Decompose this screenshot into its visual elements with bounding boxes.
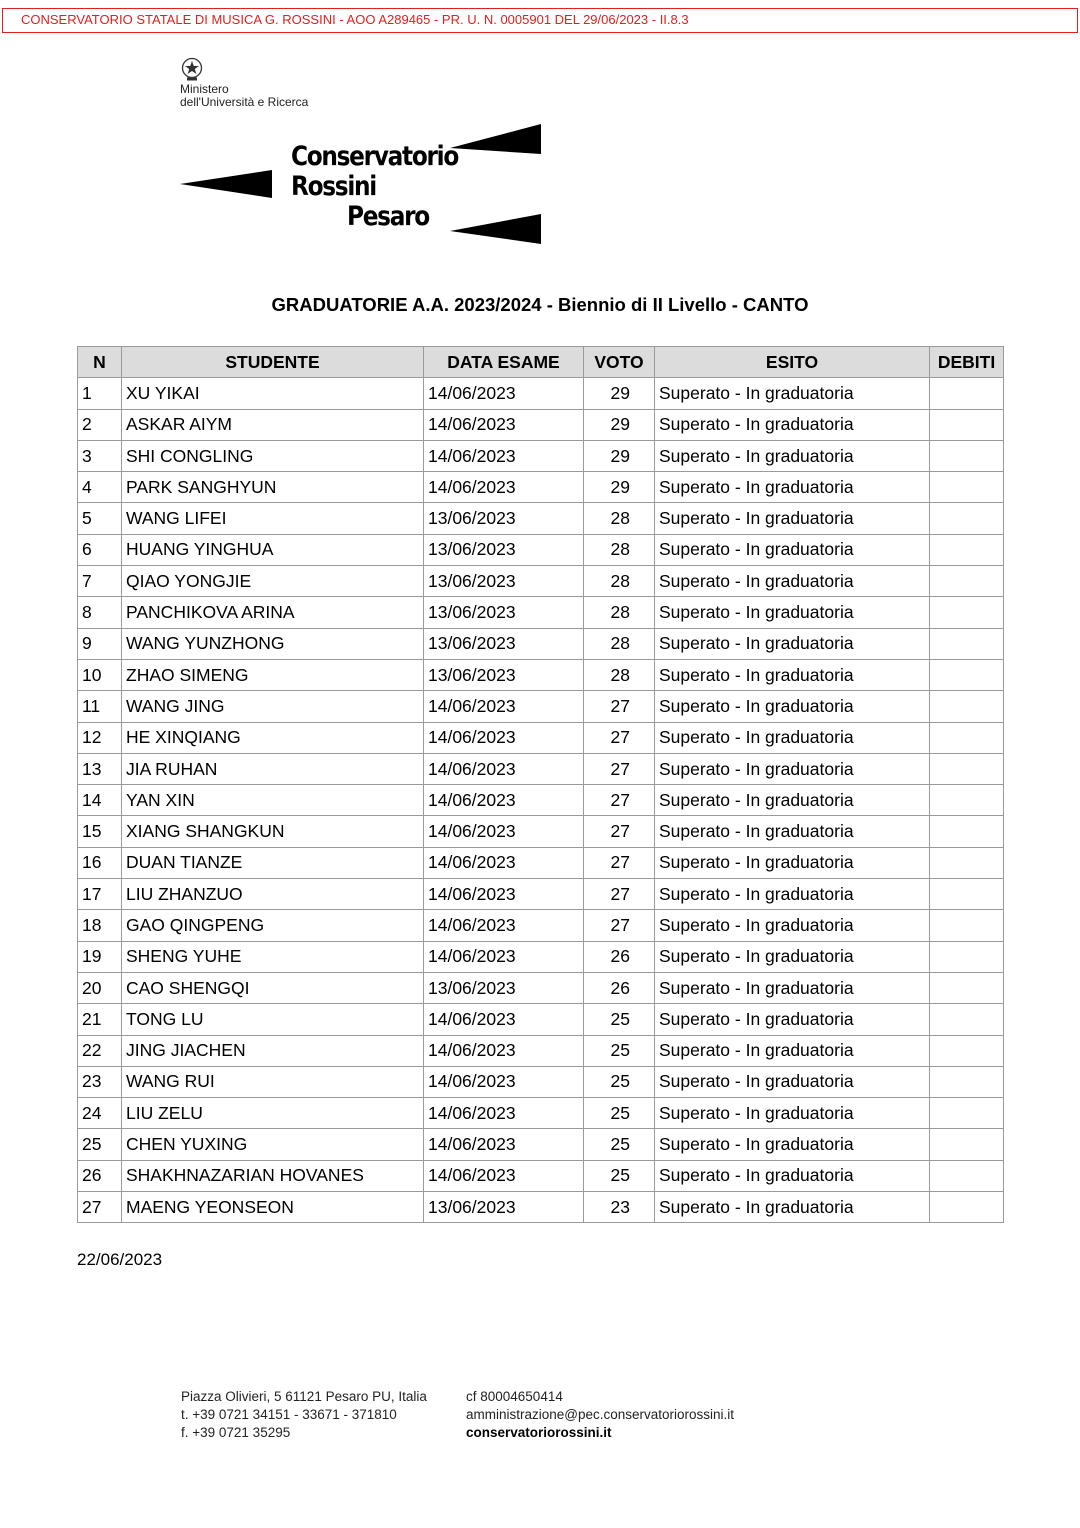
cell-debiti <box>930 503 1004 534</box>
cell-n: 15 <box>78 816 122 847</box>
cell-data-esame: 13/06/2023 <box>424 566 584 597</box>
cell-data-esame: 14/06/2023 <box>424 691 584 722</box>
cell-debiti <box>930 409 1004 440</box>
cell-debiti <box>930 691 1004 722</box>
table-row <box>78 1004 1004 1035</box>
cell-debiti <box>930 722 1004 753</box>
cell-data-esame: 13/06/2023 <box>424 972 584 1003</box>
table-row <box>78 659 1004 690</box>
cell-debiti <box>930 910 1004 941</box>
column-header-data-esame: DATA ESAME <box>424 347 584 378</box>
cell-esito: Superato - In graduatoria <box>655 753 930 784</box>
cell-n: 9 <box>78 628 122 659</box>
table-header-row <box>78 347 1004 378</box>
table-row <box>78 1129 1004 1160</box>
cell-debiti <box>930 1035 1004 1066</box>
cell-n: 11 <box>78 691 122 722</box>
cell-voto: 25 <box>584 1160 655 1191</box>
cell-voto: 27 <box>584 691 655 722</box>
footer-fiscal <box>466 1388 734 1442</box>
cell-data-esame: 14/06/2023 <box>424 378 584 409</box>
table-row <box>78 816 1004 847</box>
cell-voto: 27 <box>584 879 655 910</box>
cell-studente: SHI CONGLING <box>122 440 424 471</box>
cell-studente: HE XINQIANG <box>122 722 424 753</box>
table-row <box>78 409 1004 440</box>
cell-voto: 25 <box>584 1066 655 1097</box>
cell-voto: 28 <box>584 534 655 565</box>
cell-data-esame: 14/06/2023 <box>424 1098 584 1129</box>
cell-esito: Superato - In graduatoria <box>655 409 930 440</box>
cell-esito: Superato - In graduatoria <box>655 722 930 753</box>
cell-debiti <box>930 972 1004 1003</box>
table-row <box>78 910 1004 941</box>
cell-voto: 28 <box>584 628 655 659</box>
cell-voto: 29 <box>584 409 655 440</box>
cell-debiti <box>930 1129 1004 1160</box>
cell-data-esame: 13/06/2023 <box>424 1192 584 1223</box>
cell-esito: Superato - In graduatoria <box>655 1004 930 1035</box>
cell-voto: 27 <box>584 816 655 847</box>
cell-debiti <box>930 597 1004 628</box>
table-row <box>78 691 1004 722</box>
cell-esito: Superato - In graduatoria <box>655 1129 930 1160</box>
table-row <box>78 534 1004 565</box>
table-row <box>78 628 1004 659</box>
footer-address: Piazza Olivieri, 5 61121 Pesaro PU, Italia <box>181 1389 427 1404</box>
column-header-voto: VOTO <box>584 347 655 378</box>
cell-data-esame: 13/06/2023 <box>424 659 584 690</box>
table-row <box>78 753 1004 784</box>
cell-voto: 29 <box>584 472 655 503</box>
cell-data-esame: 13/06/2023 <box>424 597 584 628</box>
cell-esito: Superato - In graduatoria <box>655 1098 930 1129</box>
cell-n: 13 <box>78 753 122 784</box>
cell-n: 12 <box>78 722 122 753</box>
table-row <box>78 503 1004 534</box>
cell-studente: CAO SHENGQI <box>122 972 424 1003</box>
table-row <box>78 1192 1004 1223</box>
table-row <box>78 1035 1004 1066</box>
cell-data-esame: 14/06/2023 <box>424 409 584 440</box>
cell-voto: 29 <box>584 440 655 471</box>
cell-studente: LIU ZHANZUO <box>122 879 424 910</box>
cell-debiti <box>930 472 1004 503</box>
cell-studente: QIAO YONGJIE <box>122 566 424 597</box>
column-header-studente: STUDENTE <box>122 347 424 378</box>
table-row <box>78 1160 1004 1191</box>
cell-n: 20 <box>78 972 122 1003</box>
cell-debiti <box>930 941 1004 972</box>
table-row <box>78 378 1004 409</box>
cell-voto: 23 <box>584 1192 655 1223</box>
cell-esito: Superato - In graduatoria <box>655 1066 930 1097</box>
cell-n: 3 <box>78 440 122 471</box>
cell-esito: Superato - In graduatoria <box>655 472 930 503</box>
cell-esito: Superato - In graduatoria <box>655 1160 930 1191</box>
footer-contacts <box>181 1388 427 1442</box>
column-header-esito: ESITO <box>655 347 930 378</box>
cell-debiti <box>930 566 1004 597</box>
cell-voto: 25 <box>584 1035 655 1066</box>
cell-data-esame: 14/06/2023 <box>424 1160 584 1191</box>
cell-n: 26 <box>78 1160 122 1191</box>
cell-data-esame: 14/06/2023 <box>424 1129 584 1160</box>
table-row <box>78 566 1004 597</box>
cell-studente: GAO QINGPENG <box>122 910 424 941</box>
table-row <box>78 1066 1004 1097</box>
cell-voto: 27 <box>584 785 655 816</box>
cell-debiti <box>930 1098 1004 1129</box>
table-body <box>78 378 1004 1223</box>
cell-n: 25 <box>78 1129 122 1160</box>
cell-studente: MAENG YEONSEON <box>122 1192 424 1223</box>
cell-debiti <box>930 1066 1004 1097</box>
table-row <box>78 847 1004 878</box>
document-title: GRADUATORIE A.A. 2023/2024 - Biennio di II Livello - CANTO <box>271 294 809 315</box>
logo-line-pesaro: Pesaro <box>347 201 429 232</box>
cell-voto: 27 <box>584 847 655 878</box>
cell-n: 6 <box>78 534 122 565</box>
logo-line-conservatorio: Conservatorio <box>291 141 459 172</box>
cell-debiti <box>930 378 1004 409</box>
cell-voto: 27 <box>584 753 655 784</box>
cell-studente: WANG YUNZHONG <box>122 628 424 659</box>
cell-voto: 27 <box>584 910 655 941</box>
ministry-name-line2: dell'Università e Ricerca <box>180 95 309 109</box>
cell-studente: TONG LU <box>122 1004 424 1035</box>
cell-voto: 28 <box>584 503 655 534</box>
cell-data-esame: 14/06/2023 <box>424 816 584 847</box>
cell-voto: 28 <box>584 566 655 597</box>
column-header-debiti: DEBITI <box>930 347 1004 378</box>
cell-esito: Superato - In graduatoria <box>655 1035 930 1066</box>
cell-debiti <box>930 659 1004 690</box>
cell-data-esame: 14/06/2023 <box>424 879 584 910</box>
cell-data-esame: 14/06/2023 <box>424 847 584 878</box>
cell-voto: 28 <box>584 659 655 690</box>
cell-data-esame: 14/06/2023 <box>424 722 584 753</box>
cell-studente: CHEN YUXING <box>122 1129 424 1160</box>
cell-n: 14 <box>78 785 122 816</box>
cell-studente: JIA RUHAN <box>122 753 424 784</box>
footer-pec-email[interactable]: amministrazione@pec.conservatoriorossini.it <box>466 1407 735 1422</box>
cell-n: 21 <box>78 1004 122 1035</box>
footer-website-link[interactable]: conservatoriorossini.it <box>466 1425 612 1440</box>
cell-n: 10 <box>78 659 122 690</box>
cell-studente: LIU ZELU <box>122 1098 424 1129</box>
cell-esito: Superato - In graduatoria <box>655 628 930 659</box>
cell-studente: PARK SANGHYUN <box>122 472 424 503</box>
cell-data-esame: 14/06/2023 <box>424 1066 584 1097</box>
cell-voto: 25 <box>584 1129 655 1160</box>
cell-esito: Superato - In graduatoria <box>655 503 930 534</box>
cell-data-esame: 14/06/2023 <box>424 440 584 471</box>
column-header-n: N <box>78 347 122 378</box>
cell-esito: Superato - In graduatoria <box>655 1192 930 1223</box>
table-row <box>78 440 1004 471</box>
cell-debiti <box>930 753 1004 784</box>
cell-esito: Superato - In graduatoria <box>655 691 930 722</box>
conservatorio-logo <box>180 122 550 248</box>
cell-data-esame: 13/06/2023 <box>424 628 584 659</box>
table-row <box>78 1098 1004 1129</box>
cell-debiti <box>930 628 1004 659</box>
cell-debiti <box>930 440 1004 471</box>
cell-data-esame: 14/06/2023 <box>424 472 584 503</box>
cell-studente: HUANG YINGHUA <box>122 534 424 565</box>
cell-n: 7 <box>78 566 122 597</box>
cell-studente: DUAN TIANZE <box>122 847 424 878</box>
table-row <box>78 472 1004 503</box>
cell-n: 16 <box>78 847 122 878</box>
cell-n: 4 <box>78 472 122 503</box>
cell-esito: Superato - In graduatoria <box>655 879 930 910</box>
cell-debiti <box>930 1004 1004 1035</box>
logo-line-rossini: Rossini <box>291 171 376 202</box>
cell-data-esame: 14/06/2023 <box>424 1004 584 1035</box>
cell-data-esame: 13/06/2023 <box>424 534 584 565</box>
cell-voto: 29 <box>584 378 655 409</box>
document-date: 22/06/2023 <box>77 1250 163 1269</box>
cell-debiti <box>930 847 1004 878</box>
graduatoria-table <box>77 346 1004 1223</box>
cell-esito: Superato - In graduatoria <box>655 972 930 1003</box>
italian-republic-emblem-icon <box>180 56 204 82</box>
table-row <box>78 722 1004 753</box>
cell-esito: Superato - In graduatoria <box>655 659 930 690</box>
cell-studente: PANCHIKOVA ARINA <box>122 597 424 628</box>
cell-esito: Superato - In graduatoria <box>655 597 930 628</box>
cell-esito: Superato - In graduatoria <box>655 534 930 565</box>
cell-n: 8 <box>78 597 122 628</box>
table-row <box>78 972 1004 1003</box>
cell-esito: Superato - In graduatoria <box>655 816 930 847</box>
cell-n: 27 <box>78 1192 122 1223</box>
cell-n: 1 <box>78 378 122 409</box>
cell-studente: JING JIACHEN <box>122 1035 424 1066</box>
cell-n: 22 <box>78 1035 122 1066</box>
cell-data-esame: 14/06/2023 <box>424 753 584 784</box>
cell-esito: Superato - In graduatoria <box>655 910 930 941</box>
ministry-name-line1: Ministero <box>180 82 229 96</box>
cell-n: 2 <box>78 409 122 440</box>
cell-voto: 27 <box>584 722 655 753</box>
cell-n: 17 <box>78 879 122 910</box>
cell-esito: Superato - In graduatoria <box>655 378 930 409</box>
cell-studente: ZHAO SIMENG <box>122 659 424 690</box>
table-row <box>78 879 1004 910</box>
cell-n: 5 <box>78 503 122 534</box>
cell-data-esame: 14/06/2023 <box>424 910 584 941</box>
cell-voto: 26 <box>584 972 655 1003</box>
cell-studente: WANG LIFEI <box>122 503 424 534</box>
cell-esito: Superato - In graduatoria <box>655 785 930 816</box>
cell-voto: 25 <box>584 1098 655 1129</box>
cell-studente: WANG JING <box>122 691 424 722</box>
footer-fax: f. +39 0721 35295 <box>181 1425 291 1440</box>
cell-voto: 25 <box>584 1004 655 1035</box>
cell-esito: Superato - In graduatoria <box>655 847 930 878</box>
cell-n: 23 <box>78 1066 122 1097</box>
cell-voto: 28 <box>584 597 655 628</box>
cell-debiti <box>930 785 1004 816</box>
cell-studente: XIANG SHANGKUN <box>122 816 424 847</box>
cell-data-esame: 14/06/2023 <box>424 1035 584 1066</box>
cell-studente: WANG RUI <box>122 1066 424 1097</box>
table-row <box>78 597 1004 628</box>
cell-n: 24 <box>78 1098 122 1129</box>
cell-studente: XU YIKAI <box>122 378 424 409</box>
table-row <box>78 941 1004 972</box>
cell-studente: ASKAR AIYM <box>122 409 424 440</box>
cell-data-esame: 14/06/2023 <box>424 941 584 972</box>
cell-n: 19 <box>78 941 122 972</box>
footer-cf: cf 80004650414 <box>466 1389 563 1404</box>
table-row <box>78 785 1004 816</box>
cell-n: 18 <box>78 910 122 941</box>
cell-studente: SHAKHNAZARIAN HOVANES <box>122 1160 424 1191</box>
cell-data-esame: 14/06/2023 <box>424 785 584 816</box>
cell-debiti <box>930 1160 1004 1191</box>
cell-debiti <box>930 1192 1004 1223</box>
cell-esito: Superato - In graduatoria <box>655 440 930 471</box>
cell-esito: Superato - In graduatoria <box>655 566 930 597</box>
cell-voto: 26 <box>584 941 655 972</box>
protocol-banner: CONSERVATORIO STATALE DI MUSICA G. ROSSINI - AOO A289465 - PR. U. N. 0005901 DEL 29/06/2023 - II.8.3 <box>2 8 1078 33</box>
cell-debiti <box>930 879 1004 910</box>
cell-debiti <box>930 816 1004 847</box>
cell-studente: YAN XIN <box>122 785 424 816</box>
cell-studente: SHENG YUHE <box>122 941 424 972</box>
footer-phone: t. +39 0721 34151 - 33671 - 371810 <box>181 1407 397 1422</box>
cell-esito: Superato - In graduatoria <box>655 941 930 972</box>
cell-data-esame: 13/06/2023 <box>424 503 584 534</box>
cell-debiti <box>930 534 1004 565</box>
